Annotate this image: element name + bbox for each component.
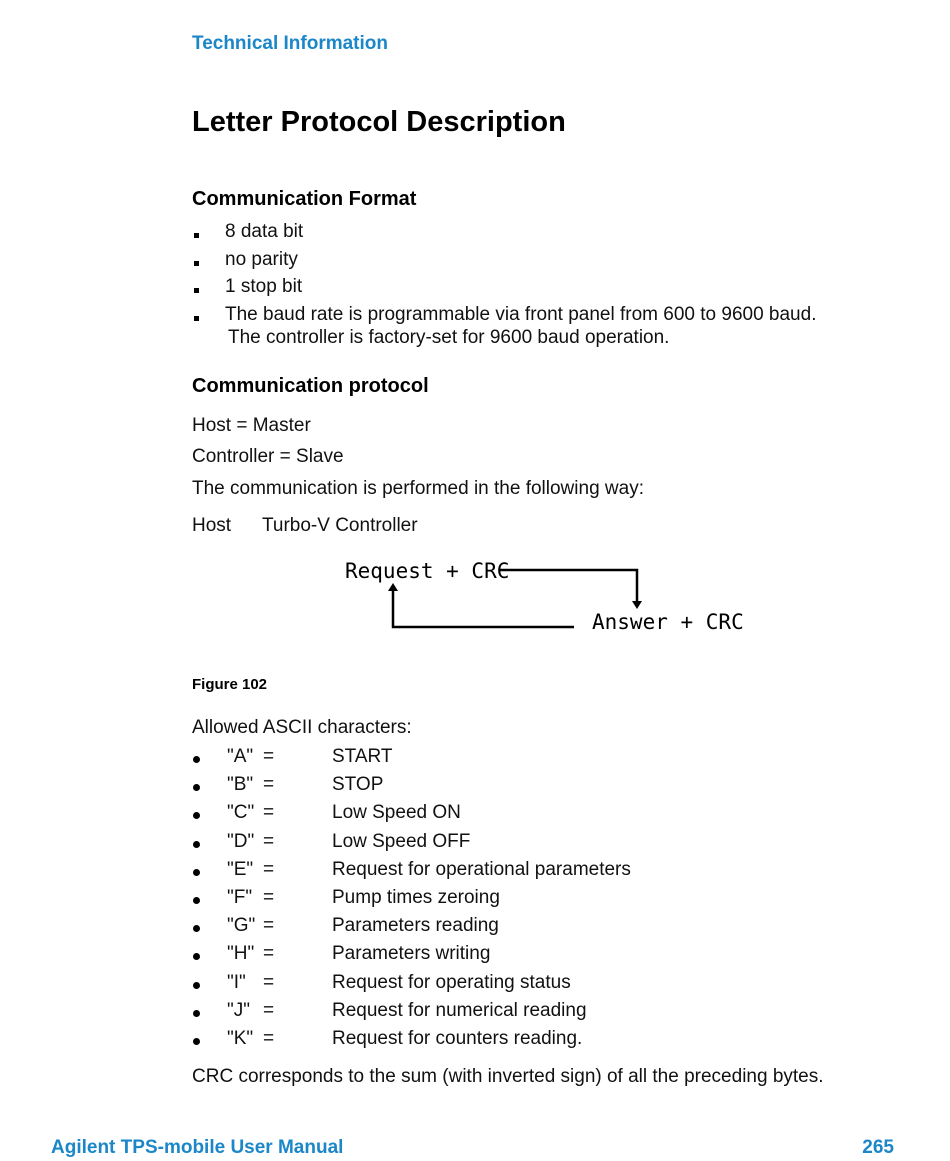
footer-page-number: 265 <box>862 1137 894 1158</box>
round-bullet-icon <box>193 925 200 932</box>
ascii-char: "D" <box>227 830 255 852</box>
ascii-equals: = <box>263 802 275 824</box>
round-bullet-icon <box>193 953 200 960</box>
ascii-equals: = <box>263 915 275 937</box>
ascii-char: "I" <box>227 971 246 993</box>
answer-label: Answer + CRC <box>592 610 744 634</box>
ascii-equals: = <box>263 830 275 852</box>
ascii-meaning: Low Speed ON <box>332 802 461 824</box>
format-item: 8 data bit <box>225 221 304 242</box>
crc-note: CRC corresponds to the sum (with inverted sign) of all the preceding bytes. <box>192 1066 824 1087</box>
ascii-intro: Allowed ASCII characters: <box>192 717 412 738</box>
down-arrowhead-icon <box>632 601 642 609</box>
protocol-line: The communication is performed in the following way: <box>192 478 644 499</box>
protocol-heading: Communication protocol <box>192 375 429 397</box>
format-heading: Communication Format <box>192 188 417 210</box>
round-bullet-icon <box>193 897 200 904</box>
protocol-line: Host = Master <box>192 415 311 436</box>
request-label: Request + CRC <box>345 559 510 583</box>
ascii-meaning: Request for operational parameters <box>332 858 631 880</box>
ascii-equals: = <box>263 887 275 908</box>
figure-caption: Figure 102 <box>192 676 268 693</box>
ascii-char: "E" <box>227 858 254 880</box>
round-bullet-icon <box>193 1038 200 1045</box>
controller-label: Turbo-V Controller <box>262 515 418 536</box>
ascii-char: "A" <box>227 746 254 767</box>
ascii-char: "C" <box>227 802 255 824</box>
ascii-equals: = <box>263 746 275 767</box>
format-item: The baud rate is programmable via front panel from 600 to 9600 baud. <box>225 304 817 325</box>
ascii-meaning: Request for numerical reading <box>332 999 587 1021</box>
host-label: Host <box>192 515 232 536</box>
ascii-equals: = <box>263 858 275 880</box>
ascii-meaning: Parameters reading <box>332 915 499 937</box>
ascii-meaning: Request for counters reading. <box>332 1028 583 1049</box>
ascii-char: "J" <box>227 999 250 1021</box>
ascii-char: "B" <box>227 774 254 796</box>
ascii-meaning: Pump times zeroing <box>332 887 500 908</box>
ascii-meaning: START <box>332 746 393 767</box>
round-bullet-icon <box>193 869 200 876</box>
footer-manual-title: Agilent TPS-mobile User Manual <box>51 1137 344 1158</box>
ascii-meaning: Request for operating status <box>332 971 571 993</box>
round-bullet-icon <box>193 841 200 848</box>
ascii-equals: = <box>263 943 275 965</box>
format-item: no parity <box>225 249 298 270</box>
ascii-char: "G" <box>227 915 256 937</box>
up-arrowhead-icon <box>388 583 398 591</box>
round-bullet-icon <box>193 1010 200 1017</box>
request-arrow <box>499 570 637 603</box>
round-bullet-icon <box>193 784 200 791</box>
page-title: Letter Protocol Description <box>192 106 566 138</box>
running-head: Technical Information <box>192 33 389 54</box>
round-bullet-icon <box>193 756 200 763</box>
ascii-meaning: Parameters writing <box>332 943 491 965</box>
format-item: 1 stop bit <box>225 276 303 297</box>
answer-arrow <box>393 589 574 627</box>
ascii-equals: = <box>263 1028 275 1049</box>
protocol-line: Controller = Slave <box>192 446 344 467</box>
ascii-equals: = <box>263 999 275 1021</box>
format-item-continuation: The controller is factory-set for 9600 baud operation. <box>228 327 670 348</box>
ascii-meaning: STOP <box>332 774 384 796</box>
ascii-equals: = <box>263 971 275 993</box>
ascii-char: "F" <box>227 887 253 908</box>
ascii-char: "K" <box>227 1028 254 1049</box>
ascii-meaning: Low Speed OFF <box>332 830 471 852</box>
round-bullet-icon <box>193 812 200 819</box>
ascii-equals: = <box>263 774 275 796</box>
ascii-char: "H" <box>227 943 255 965</box>
round-bullet-icon <box>193 982 200 989</box>
